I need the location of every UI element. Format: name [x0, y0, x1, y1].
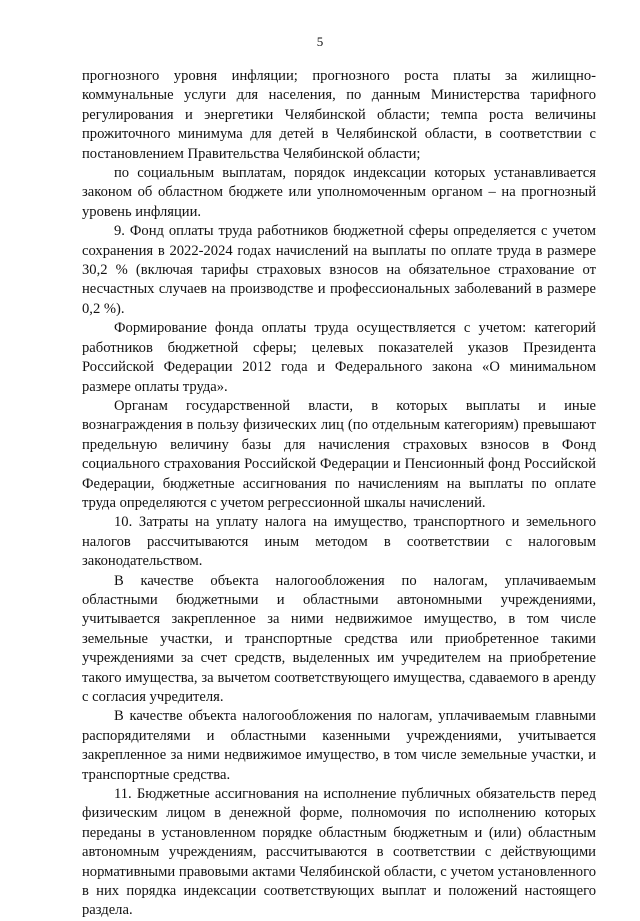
paragraph-wage-fund-formation: Формирование фонда оплаты труда осуществляется с учетом: категорий работников бюджетной сферы; целевых показателей указов Президента Российской Федерации 2012 года и Федерального закона «О минимальном размере оплаты труда». — [82, 320, 596, 395]
page-number: 5 — [316, 34, 324, 49]
paragraph-item-9-wage-fund: 9. Фонд оплаты труда работников бюджетной сферы определяется с учетом сохранения в 2022-2024 годах начислений на выплаты по оплате труда в размере 30,2 % (включая тарифы страховых взносов на обязательное страхование от несчастных случаев на производстве и профессиональных заболеваний в размере 0,2 %). — [82, 223, 596, 317]
document-body — [82, 67, 596, 921]
paragraph-item-10-taxes: 10. Затраты на уплату налога на имущество, транспортного и земельного налогов рассчитываются иным методом в соответствии с налоговым законодательством. — [82, 514, 596, 570]
paragraph-inflation-continuation: прогнозного уровня инфляции; прогнозного роста платы за жилищно-коммунальные услуги для населения, по данным Министерства тарифного регулирования и энергетики Челябинской области; темпа роста величины прожиточного минимума для детей в Челябинской области, в соответствии с постановлением Правительства Челябинской области; — [82, 68, 596, 162]
paragraph-state-institutions-tax: В качестве объекта налогообложения по налогам, уплачиваемым главными распорядителями и областными казенными учреждениями, учитывается закрепленное за ними недвижимое имущество, в том числе земельные участки, и транспортные средства. — [82, 708, 596, 783]
paragraph-state-authorities: Органам государственной власти, в которых выплаты и иные вознаграждения в пользу физических лиц (по отдельным категориям) превышают предельную величину базы для начисления страховых взносов в Фонд социального страхования Российской Федерации и Пенсионный фонд Российской Федерации, бюджетные ассигнования по начислениям на выплаты по оплате труда определяются с учетом регрессионной шкалы начислений. — [82, 397, 596, 511]
paragraph-item-11-public-obligations: 11. Бюджетные ассигнования на исполнение публичных обязательств перед физическим лицом в денежной форме, полномочия по исполнению которых переданы в установленном порядке областным бюджетным и (или) областным автономным учреждениям, рассчитываются в соответствии с действующими нормативными правовыми актами Челябинской области, с учетом установленного в них порядка индексации соответствующих выплат и положений настоящего раздела. — [82, 786, 596, 919]
paragraph-budget-institutions-tax: В качестве объекта налогообложения по налогам, уплачиваемым областными бюджетными и областными автономными учреждениями, учитывается закрепленное за ними недвижимое имущество, в том числе земельные участки, и транспортные средства или приобретенное такими учреждениями за счет средств, выделенных им учредителем на приобретение такого имущества, за вычетом соответствующего имущества, сдаваемого в аренду с согласия учредителя. — [82, 572, 596, 705]
paragraph-social-payments: по социальным выплатам, порядок индексации которых устанавливается законом об областном бюджете или уполномоченным органом – на прогнозный уровень инфляции. — [82, 165, 596, 220]
